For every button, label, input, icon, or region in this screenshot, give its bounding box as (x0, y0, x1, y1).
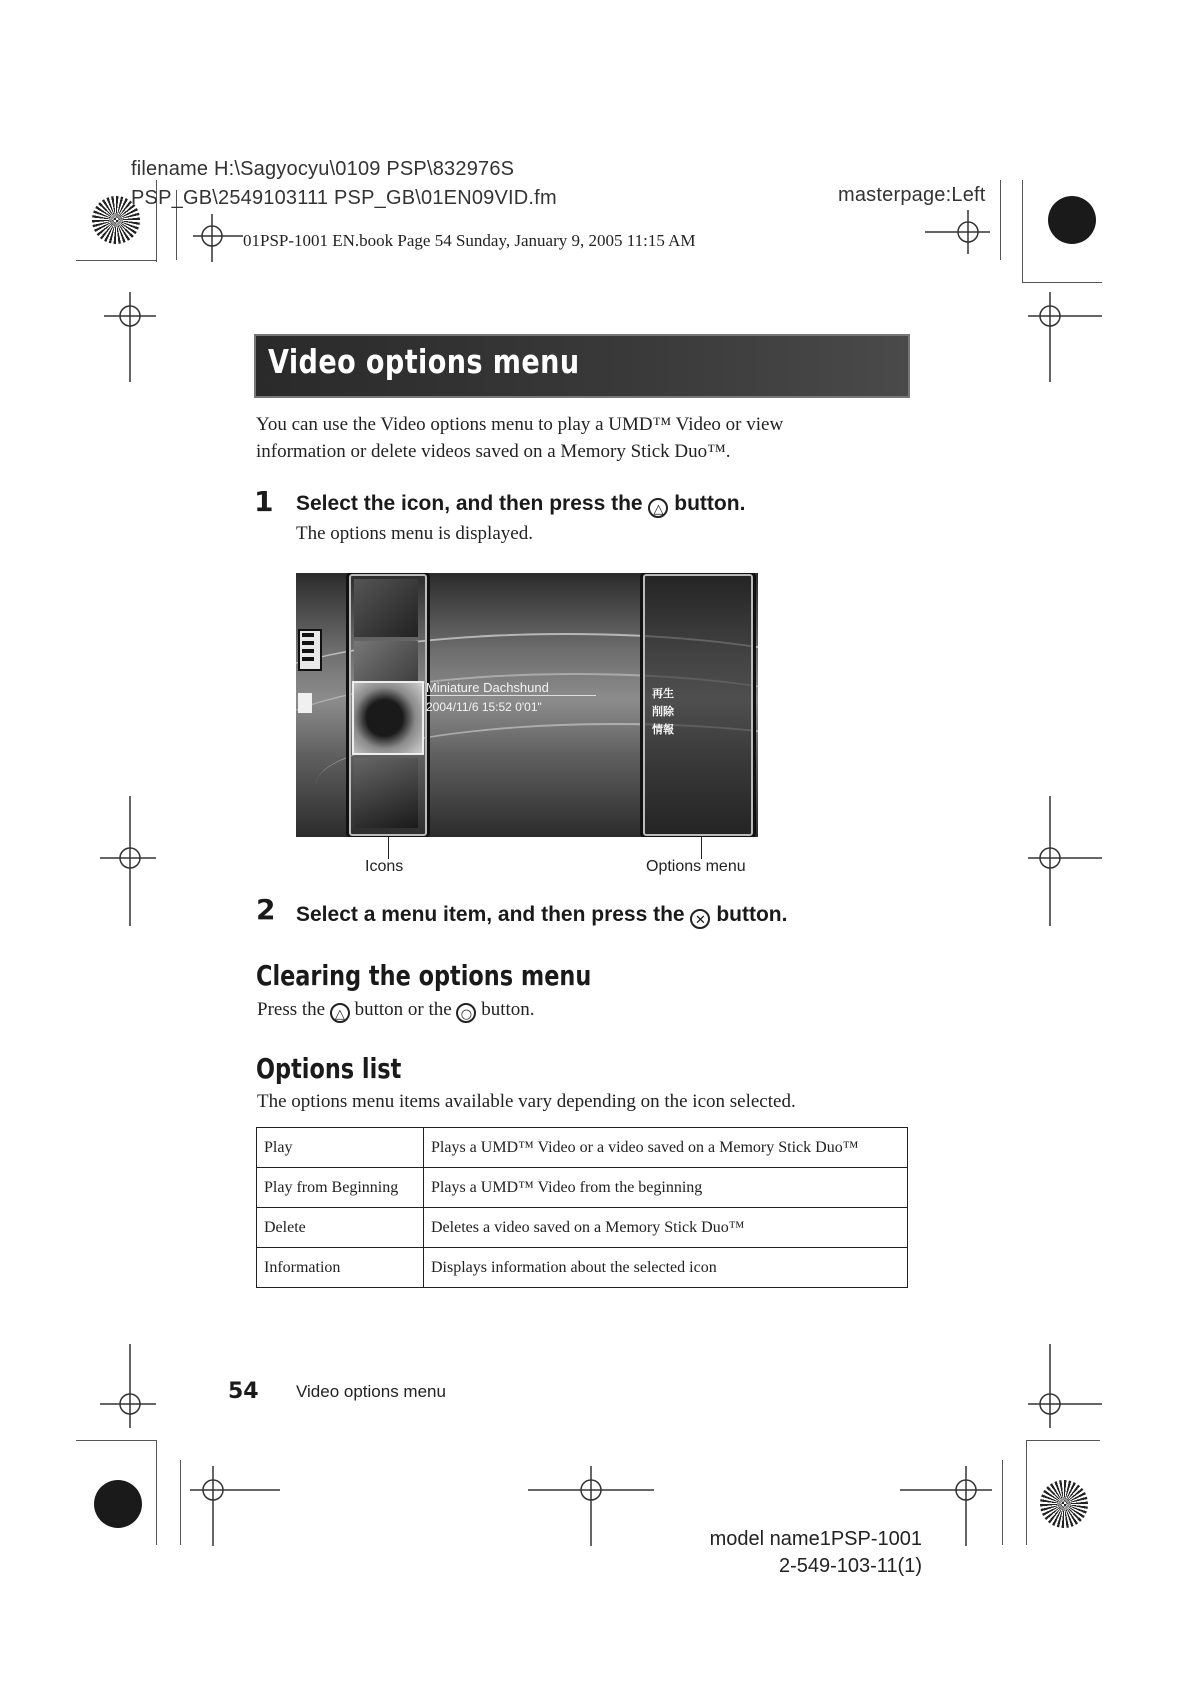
step-2-heading-after: button. (716, 903, 788, 926)
crosshair-icon (100, 1344, 156, 1428)
book-info-line: 01PSP-1001 EN.book Page 54 Sunday, January 9, 2005 11:15 AM (243, 231, 696, 250)
option-description-cell: Deletes a video saved on a Memory Stick Duo™ (424, 1208, 908, 1248)
crosshair-icon (528, 1466, 654, 1546)
option-item-cell: Play from Beginning (257, 1168, 424, 1208)
option-description-cell: Plays a UMD™ Video from the beginning (424, 1168, 908, 1208)
model-info (640, 1526, 922, 1580)
crosshair-icon (1028, 292, 1102, 382)
filename-line-1: filename H:\Sagyocyu\0109 PSP\832976S (131, 158, 515, 180)
options-table (256, 1127, 908, 1288)
clearing-body-after: button. (481, 999, 535, 1020)
step-1-heading-before: Select the icon, and then press the (296, 492, 643, 515)
circle-button-icon: ○ (456, 1003, 476, 1023)
option-delete[interactable]: 削除 (652, 705, 674, 718)
triangle-button-icon: △ (330, 1003, 350, 1023)
clearing-heading: Clearing the options menu (256, 959, 592, 992)
crosshair-icon (190, 1466, 280, 1546)
table-row (257, 1168, 908, 1208)
step-2-heading-before: Select a menu item, and then press the (296, 903, 685, 926)
step-1-heading-after: button. (674, 492, 746, 515)
masterpage-label: masterpage:Left (838, 184, 986, 206)
filename-line-2: PSP_GB\2549103111 PSP_GB\01EN09VID.fm (131, 187, 557, 209)
options-menu-callout-label: Options menu (646, 858, 746, 875)
clearing-body-middle: button or the (354, 999, 452, 1020)
footer-section-title: Video options menu (296, 1382, 446, 1401)
crosshair-icon (100, 796, 156, 926)
option-information[interactable]: 情報 (652, 723, 674, 736)
page-title-bar (254, 334, 910, 398)
step-1-heading (296, 492, 745, 518)
model-line-2: 2-549-103-11(1) (778, 1555, 922, 1577)
video-thumbnail (354, 579, 418, 637)
icons-callout-line (388, 837, 389, 859)
step-1-body: The options menu is displayed. (296, 523, 533, 544)
psp-screenshot (296, 573, 758, 837)
step-2-number: 2 (256, 893, 276, 926)
cross-button-icon: ✕ (690, 909, 710, 929)
video-meta: 2004/11/6 15:52 0'01" (426, 700, 542, 714)
option-item-cell: Play (257, 1128, 424, 1168)
crosshair-icon (193, 214, 243, 262)
video-category-icon-stripes (302, 633, 314, 663)
video-thumbnail (354, 758, 418, 828)
icons-callout-label: Icons (365, 858, 404, 875)
table-row (257, 1248, 908, 1288)
page-title: Video options menu (268, 342, 580, 381)
clearing-body (257, 996, 535, 1023)
crosshair-icon (104, 292, 156, 382)
model-line-1: model name1PSP-1001 (709, 1528, 922, 1550)
options-list-intro: The options menu items available vary depending on the icon selected. (257, 1091, 796, 1112)
option-description-cell: Plays a UMD™ Video or a video saved on a Memory Stick Duo™ (424, 1128, 908, 1168)
option-play[interactable]: 再生 (652, 687, 674, 700)
clearing-body-before: Press the (257, 999, 326, 1020)
options-callout-line (701, 837, 702, 859)
option-description-cell: Displays information about the selected icon (424, 1248, 908, 1288)
triangle-button-icon: △ (648, 498, 668, 518)
step-1-number: 1 (254, 485, 274, 518)
intro-paragraph: You can use the Video options menu to play a UMD™ Video or view information or delete videos saved on a Memory Stick Duo™. (256, 414, 784, 462)
page-number: 54 (228, 1379, 259, 1404)
table-row (257, 1208, 908, 1248)
video-thumbnail-selected[interactable] (352, 681, 424, 755)
step-2-heading (296, 903, 787, 929)
crosshair-icon (1028, 1344, 1102, 1428)
options-list-heading: Options list (256, 1052, 402, 1085)
table-row (257, 1128, 908, 1168)
option-item-cell: Information (257, 1248, 424, 1288)
crosshair-icon (1028, 796, 1102, 926)
video-title: Miniature Dachshund (426, 680, 596, 696)
crosshair-icon (925, 210, 990, 254)
option-item-cell: Delete (257, 1208, 424, 1248)
